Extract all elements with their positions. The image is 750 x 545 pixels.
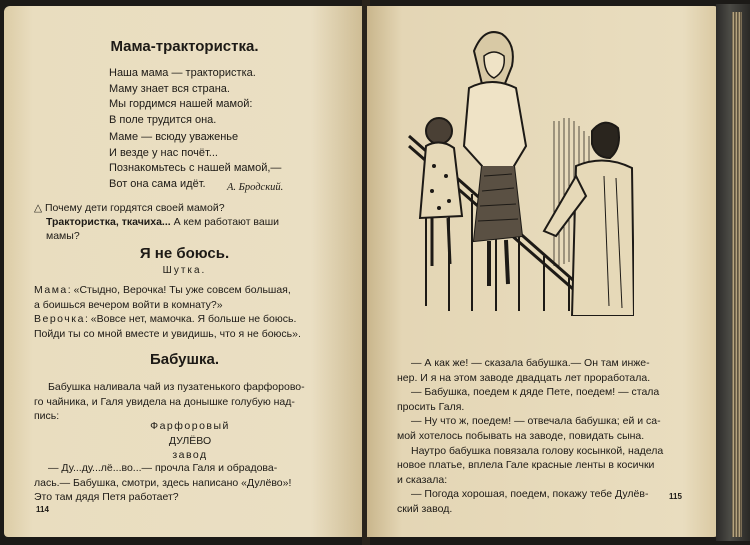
right-text xyxy=(397,356,707,517)
poem-line: Маму знает вся страна. xyxy=(109,82,230,95)
joke-title: Я не боюсь. xyxy=(139,245,230,262)
question-line: Почему дети гордятся своей мамой? xyxy=(45,202,225,214)
story-line: просить Галя. xyxy=(397,400,465,413)
poem-line: Познакомьтесь с нашей мамой,— xyxy=(109,162,282,174)
right-page xyxy=(367,6,718,537)
dialogue-line: : «Вовсе нет, мамочка. Я больше не боюсь. xyxy=(84,313,297,326)
dialogue-line: а боишься вечером войти в комнату?» xyxy=(34,298,223,311)
poem-title: Мама-трактористка. xyxy=(110,38,259,55)
story-line: Бабушка наливала чай из пузатенького фарфорово- xyxy=(48,381,305,393)
story-line: и сказала: xyxy=(397,473,448,486)
story-line: нер. И я на этом заводе двадцать лет проработала. xyxy=(397,371,651,384)
page-number-right: 115 xyxy=(669,492,682,501)
story-paragraph-2 xyxy=(34,461,346,505)
left-page xyxy=(4,6,365,537)
poem-line: Вот она сама идёт. xyxy=(109,177,206,190)
speaker-name: Верочка xyxy=(34,313,85,326)
inscription-line: завод xyxy=(172,449,208,462)
joke-subtitle: Шутка. xyxy=(162,265,207,276)
story-line: го чайника, и Галя увидела на донышке голубую над- xyxy=(34,395,295,408)
poem-author: А. Бродский. xyxy=(227,182,284,193)
story-line: ский завод. xyxy=(397,502,453,515)
poem-line: Маме — всюду уваженье xyxy=(109,131,239,143)
book-page-edges xyxy=(716,4,750,541)
story-paragraph-1 xyxy=(34,380,346,424)
story-line: лась.— Бабушка, смотри, здесь написано «Дулёво»! xyxy=(34,476,292,489)
triangle-icon: △ xyxy=(34,202,43,214)
poem-line: И везде у нас почёт... xyxy=(109,146,218,159)
story-line: — Ду...ду...лё...во...— прочла Галя и обрадова- xyxy=(48,462,278,474)
story-line: — А как же! — сказала бабушка.— Он там инже- xyxy=(411,357,650,369)
question-block xyxy=(34,201,344,243)
story-line: новое платье, вплела Гале красные ленты в косички xyxy=(397,459,655,472)
page-number-left: 114 xyxy=(36,505,49,514)
speaker-name: Мама xyxy=(34,284,68,296)
poem-line: Наша мама — трактористка. xyxy=(109,67,256,79)
story-line: Это там дядя Петя работает? xyxy=(34,491,179,504)
story-title: Бабушка. xyxy=(149,351,220,368)
question-line: А кем работают ваши xyxy=(170,216,280,228)
story-line: пись: xyxy=(34,410,60,423)
question-emphasis: Трактористка, ткачиха... xyxy=(46,216,171,228)
story-line: Наутро бабушка повязала голову косынкой, надела xyxy=(411,444,664,457)
story-line: мой хотелось побывать на заводе, повидать сына. xyxy=(397,429,645,442)
story-line: — Ну что ж, поедем! — отвечала бабушка; ей и са- xyxy=(411,415,661,428)
poem-stanza-1 xyxy=(109,66,256,128)
story-line: — Бабушка, поедем к дяде Пете, поедем! — стала xyxy=(411,386,660,399)
poem-line: Мы гордимся нашей мамой: xyxy=(109,98,253,110)
inscription-line: ДУЛЁВО xyxy=(168,434,212,447)
teapot-inscription xyxy=(34,419,346,463)
story-line: — Погода хорошая, поедем, покажу тебе Дулёв- xyxy=(411,488,649,501)
question-line: мамы? xyxy=(46,230,80,242)
dialogue-line: : «Стыдно, Верочка! Ты уже совсем большая, xyxy=(67,284,291,296)
inscription-line: Фарфоровый xyxy=(150,420,230,432)
joke-dialogue xyxy=(34,283,346,341)
grandmother-illustration xyxy=(404,26,634,316)
poem-line: В поле трудится она. xyxy=(109,113,217,126)
dialogue-line: Пойди ты со мной вместе и увидишь, что я не боюсь». xyxy=(34,327,301,340)
